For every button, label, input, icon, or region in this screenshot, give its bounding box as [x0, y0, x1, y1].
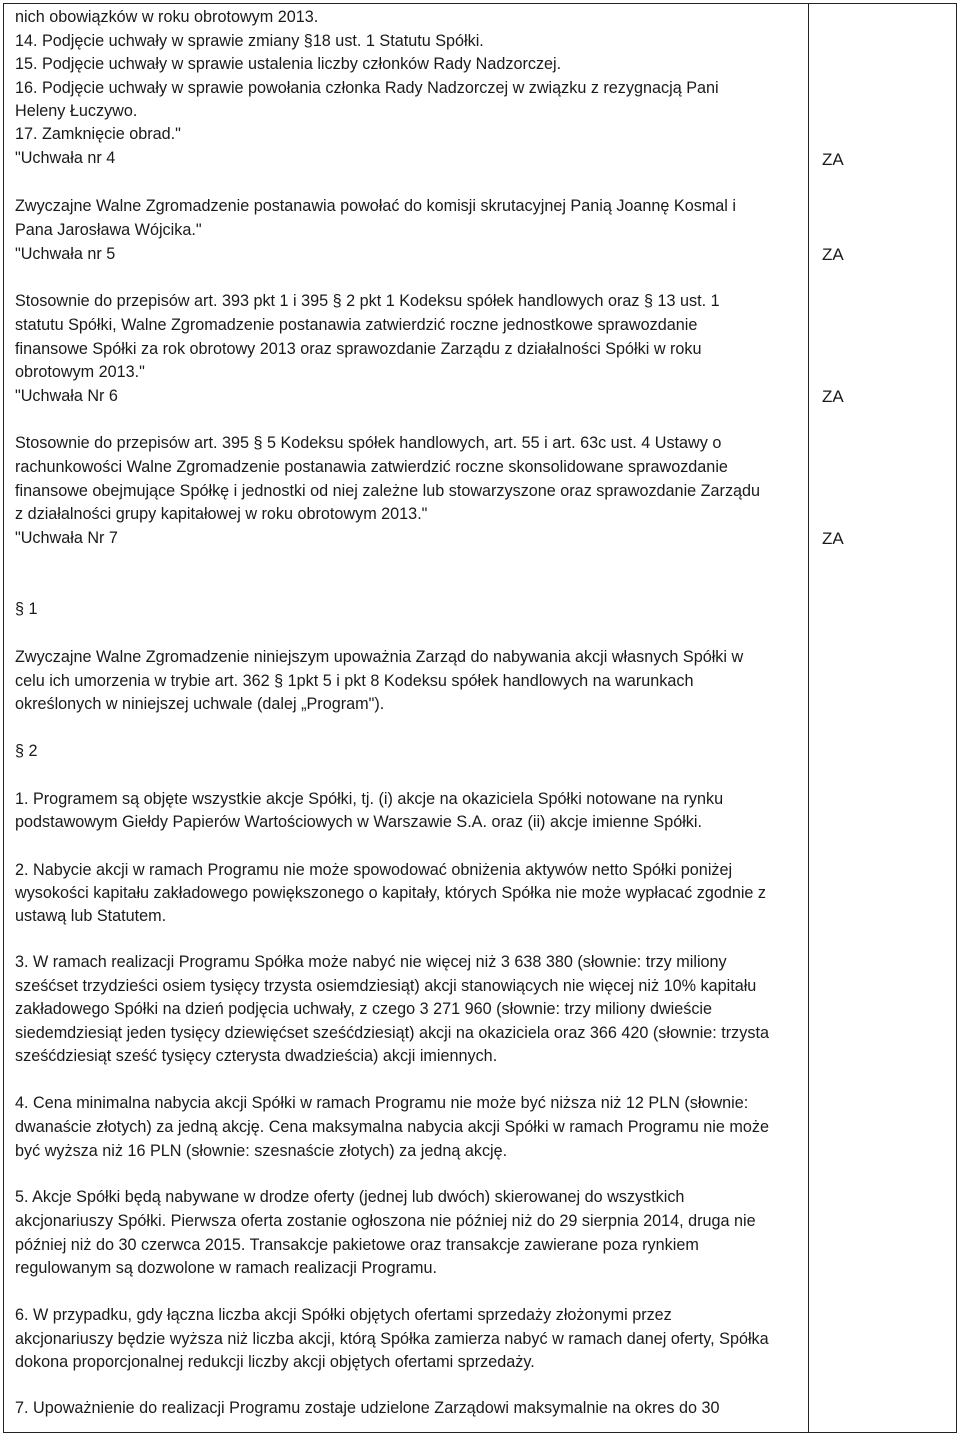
column-divider	[808, 3, 809, 1433]
text-line: obrotowym 2013."	[15, 363, 145, 381]
text-line: 6. W przypadku, gdy łączna liczba akcji Spółki objętych ofertami sprzedaży złożonymi przez	[15, 1306, 672, 1324]
vote-value: ZA	[822, 387, 844, 406]
text-line: Stosownie do przepisów art. 393 pkt 1 i 395 § 2 pkt 1 Kodeksu spółek handlowych oraz § 13 ust. 1	[15, 292, 720, 310]
text-line: akcjonariuszy będzie wyższa niż liczba akcji, którą Spółka zamierza nabyć w ramach danej oferty, Spółka	[15, 1330, 769, 1348]
text-line: sześćset trzydzieści osiem tysięcy trzysta osiemdziesiąt) akcji stanowiących nie więcej niż 10% kapitału	[15, 977, 757, 995]
resolution-heading-7: "Uchwała Nr 7	[15, 529, 118, 547]
text-line: rachunkowości Walne Zgromadzenie postanawia zatwierdzić roczne skonsolidowane sprawozdanie	[15, 458, 728, 476]
text-line: dokona proporcjonalnej redukcji liczby akcji objętych ofertami sprzedaży.	[15, 1353, 535, 1371]
text-line: nich obowiązków w roku obrotowym 2013.	[15, 8, 319, 26]
text-line: dwanaście złotych) za jedną akcję. Cena maksymalna nabycia akcji Spółki w ramach Programu nie może	[15, 1118, 769, 1136]
text-line: 2. Nabycie akcji w ramach Programu nie może spowodować obniżenia aktywów netto Spółki poniżej	[15, 861, 733, 879]
section-heading-1: § 1	[15, 600, 38, 618]
text-line: 7. Upoważnienie do realizacji Programu zostaje udzielone Zarządowi maksymalnie na okres do 30	[15, 1399, 720, 1417]
resolution-heading-5: "Uchwała nr 5	[15, 245, 116, 263]
text-line: 4. Cena minimalna nabycia akcji Spółki w ramach Programu nie może być niższa niż 12 PLN (słownie:	[15, 1094, 749, 1112]
section-heading-2: § 2	[15, 742, 38, 760]
text-line: Pana Jarosława Wójcika."	[15, 221, 202, 239]
text-line: Zwyczajne Walne Zgromadzenie niniejszym upoważnia Zarząd do nabywania akcji własnych Spółki w	[15, 648, 744, 666]
text-line: Heleny Łuczywo.	[15, 102, 138, 120]
text-line: 1. Programem są objęte wszystkie akcje Spółki, tj. (i) akcje na okaziciela Spółki notowane na rynku	[15, 790, 724, 808]
agenda-item-14: 14. Podjęcie uchwały w sprawie zmiany §18 ust. 1 Statutu Spółki.	[15, 32, 484, 50]
text-line: zakładowego Spółki na dzień podjęcia uchwały, z czego 3 271 960 (słownie: trzy miliony dwieście	[15, 1000, 713, 1018]
vote-value: ZA	[822, 245, 844, 264]
text-line: być wyższa niż 16 PLN (słownie: szesnaście złotych) za jedną akcję.	[15, 1142, 508, 1160]
resolution-heading-4: "Uchwała nr 4	[15, 149, 116, 167]
text-line: ustawą lub Statutem.	[15, 907, 167, 925]
text-line: regulowanym są dozwolone w ramach realizacji Programu.	[15, 1259, 437, 1277]
agenda-item-17: 17. Zamknięcie obrad."	[15, 125, 181, 143]
text-line: akcjonariuszy Spółki. Pierwsza oferta zostanie ogłoszona nie później niż do 29 sierpnia 2014, druga nie	[15, 1212, 756, 1230]
text-line: podstawowym Giełdy Papierów Wartościowych w Warszawie S.A. oraz (ii) akcje imienne Spółki.	[15, 813, 702, 831]
text-line: statutu Spółki, Walne Zgromadzenie postanawia zatwierdzić roczne jednostkowe sprawozdanie	[15, 316, 698, 334]
text-line: finansowe obejmujące Spółkę i jednostki od niej zależne lub stowarzyszone oraz sprawozdanie Zarządu	[15, 482, 761, 500]
vote-value: ZA	[822, 529, 844, 548]
text-line: finansowe Spółki za rok obrotowy 2013 oraz sprawozdanie Zarządu z działalności Spółki w roku	[15, 340, 702, 358]
text-line: później niż do 30 czerwca 2015. Transakcje pakietowe oraz transakcje zawierane poza rynkiem	[15, 1236, 699, 1254]
text-line: 5. Akcje Spółki będą nabywane w drodze oferty (jednej lub dwóch) skierowanej do wszystkich	[15, 1188, 685, 1206]
text-line: określonych w niniejszej uchwale (dalej „Program").	[15, 695, 385, 713]
text-line: Zwyczajne Walne Zgromadzenie postanawia powołać do komisji skrutacyjnej Panią Joannę Kosmal i	[15, 197, 736, 215]
agenda-item-15: 15. Podjęcie uchwały w sprawie ustalenia liczby członków Rady Nadzorczej.	[15, 55, 562, 73]
text-line: wysokości kapitału zakładowego powiększonego o kapitały, których Spółka nie może wypłacać zgodnie z	[15, 884, 767, 902]
vote-value: ZA	[822, 150, 844, 169]
resolution-heading-6: "Uchwała Nr 6	[15, 387, 118, 405]
text-line: z działalności grupy kapitałowej w roku obrotowym 2013."	[15, 505, 428, 523]
agenda-item-16: 16. Podjęcie uchwały w sprawie powołania członka Rady Nadzorczej w związku z rezygnacją Pani	[15, 79, 719, 97]
text-line: Stosownie do przepisów art. 395 § 5 Kodeksu spółek handlowych, art. 55 i art. 63c ust. 4 Ustawy o	[15, 434, 722, 452]
text-line: siedemdziesiąt jeden tysięcy dziewięćset sześćdziesiąt) akcji na okaziciela oraz 366 420 (słownie: trzysta	[15, 1024, 769, 1042]
text-line: 3. W ramach realizacji Programu Spółka może nabyć nie więcej niż 3 638 380 (słownie: trzy miliony	[15, 953, 727, 971]
text-line: celu ich umorzenia w trybie art. 362 § 1pkt 5 i pkt 8 Kodeksu spółek handlowych na warunkach	[15, 672, 694, 690]
text-line: sześćdziesiąt sześć tysięcy czterysta dwadzieścia) akcji imiennych.	[15, 1047, 498, 1065]
